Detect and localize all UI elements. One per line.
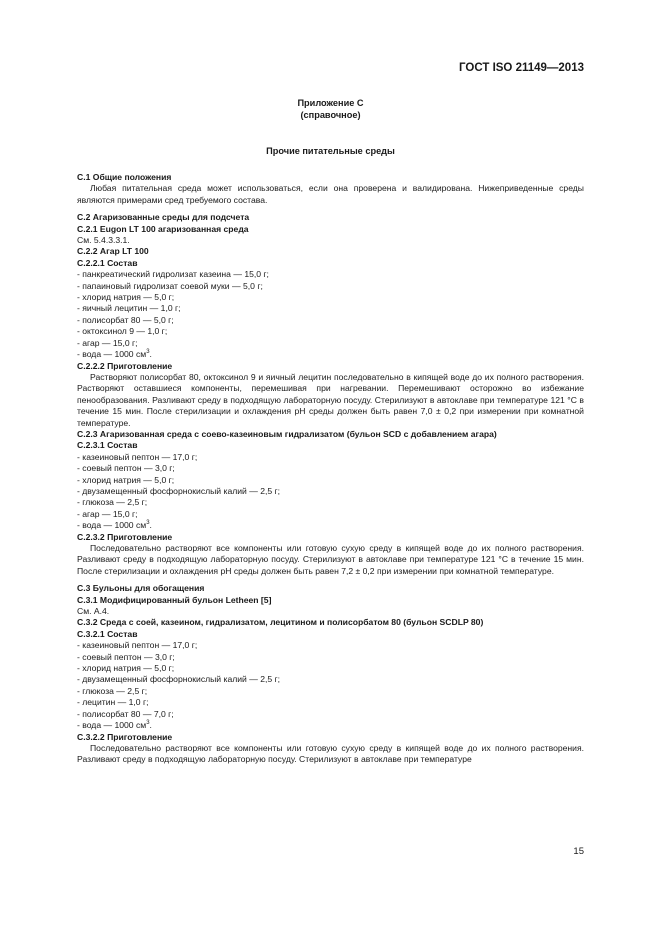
list-item: - папаиновый гидролизат соевой муки — 5,0 г; xyxy=(77,280,263,291)
annex-title: Приложение С xyxy=(297,98,364,108)
section-c32-title: С.3.2 Среда с соей, казеином, гидрализатом, лецитином и полисорбатом 80 (бульон SCDLP 80) xyxy=(77,617,484,628)
list-item: - агар — 15,0 г; xyxy=(77,337,138,348)
list-item: - глюкоза — 2,5 г; xyxy=(77,497,148,508)
section-c2-title: С.2 Агаризованные среды для подсчета xyxy=(77,212,250,223)
list-item: - казеиновый пептон — 17,0 г; xyxy=(77,451,198,462)
list-item: - казеиновый пептон — 17,0 г; xyxy=(77,640,198,651)
list-item xyxy=(77,349,584,360)
section-c21-title: С.2.1 Eugon LT 100 агаризованная среда xyxy=(77,223,249,234)
section-c1-text: Любая питательная среда может использоваться, если она проверена и валидирована. Нижеприведенные среды являются примерами сред требуемого состава. xyxy=(77,183,584,205)
list-item: - агар — 15,0 г; xyxy=(77,508,138,519)
list-item: - соевый пептон — 3,0 г; xyxy=(77,463,175,474)
section-c3-title: С.3 Бульоны для обогащения xyxy=(77,583,205,594)
list-item: - двузамещенный фосфорнокислый калий — 2,5 г; xyxy=(77,485,281,496)
section-c232-text: Последовательно растворяют все компоненты или готовую сухую среду в кипящей воде до их полного растворения. Разливают среду в подходящую лабораторную посуду. Стерилизуют в автоклаве при температуре 121 °C в течение 15 мин. После стерилизации и охлаждения pH среды должен быть равен 7,2 ± 0,2 при измерении при комнатной температуре. xyxy=(77,543,584,576)
annex-subtitle: (справочное) xyxy=(300,110,361,120)
section-c322-title: С.3.2.2 Приготовление xyxy=(77,731,173,742)
superscript: 3 xyxy=(146,520,150,527)
section-c321-title: С.3.2.1 Состав xyxy=(77,628,138,639)
section-c221-title: С.2.2.1 Состав xyxy=(77,257,138,268)
list-item xyxy=(77,720,584,731)
list-item: - октоксинол 9 — 1,0 г; xyxy=(77,326,168,337)
list-item: - хлорид натрия — 5,0 г; xyxy=(77,292,175,303)
list-item: - полисорбат 80 — 5,0 г; xyxy=(77,314,174,325)
section-c231-title: С.2.3.1 Состав xyxy=(77,440,138,451)
list-item-text: - вода — 1000 см xyxy=(77,520,147,531)
list-item: - двузамещенный фосфорнокислый калий — 2,5 г; xyxy=(77,674,281,685)
section-c222-title: С.2.2.2 Приготовление xyxy=(77,360,173,371)
superscript: 3 xyxy=(146,349,150,356)
list-item: - лецитин — 1,0 г; xyxy=(77,697,149,708)
composition-list xyxy=(77,452,584,532)
list-item: - глюкоза — 2,5 г; xyxy=(77,685,148,696)
section-c322-text: Последовательно растворяют все компоненты или готовую сухую среду в кипящей воде до их полного растворения. Разливают среду в подходящую лабораторную посуду. Стерилизуют в автоклаве при температуре xyxy=(77,742,584,765)
list-item: - хлорид натрия — 5,0 г; xyxy=(77,663,175,674)
period: . xyxy=(149,520,152,531)
superscript: 3 xyxy=(146,720,150,727)
list-item: - яичный лецитин — 1,0 г; xyxy=(77,303,181,314)
period: . xyxy=(149,349,152,360)
list-item: - хлорид натрия — 5,0 г; xyxy=(77,474,175,485)
section-c31-text: См. А.4. xyxy=(77,606,110,617)
period: . xyxy=(149,720,152,731)
section-c23-title: С.2.3 Агаризованная среда с соево-казеиновым гидрализатом (бульон SCD с добавлением агара) xyxy=(77,428,497,439)
section-c31-title: С.3.1 Модифицированный бульон Letheen [5] xyxy=(77,594,272,605)
section-c1-title: С.1 Общие положения xyxy=(77,172,172,182)
page-number: 15 xyxy=(573,846,584,857)
list-item: - полисорбат 80 — 7,0 г; xyxy=(77,708,174,719)
section-c222-text: Растворяют полисорбат 80, октоксинол 9 и яичный лецитин последовательно в кипящей воде до их полного растворения. Растворяют оставшиеся компоненты, перемешивая при нагревании. Перемешивают осторожно во избежание пенообразования. Разливают среду в подходящую лабораторную посуду. Стерилизуют в автоклаве при температуре 121 °C в течение 15 мин. После стерилизации и охлаждения pH среды должен быть равен 7,0 ± 0,2 при измерении при комнатной температуре. xyxy=(77,371,584,428)
list-item xyxy=(77,520,584,531)
list-item-text: - вода — 1000 см xyxy=(77,349,147,360)
section-c21-text: См. 5.4.3.3.1. xyxy=(77,235,130,246)
document-body xyxy=(77,172,584,766)
annex-heading: Прочие питательные среды xyxy=(266,146,395,156)
composition-list xyxy=(77,640,584,731)
list-item: - панкреатический гидролизат казеина — 15,0 г; xyxy=(77,269,269,280)
standard-code: ГОСТ ISO 21149—2013 xyxy=(459,62,584,74)
list-item: - соевый пептон — 3,0 г; xyxy=(77,651,175,662)
composition-list xyxy=(77,269,584,360)
section-c22-title: С.2.2 Агар LT 100 xyxy=(77,246,149,257)
list-item-text: - вода — 1000 см xyxy=(77,720,147,731)
section-c232-title: С.2.3.2 Приготовление xyxy=(77,531,173,542)
